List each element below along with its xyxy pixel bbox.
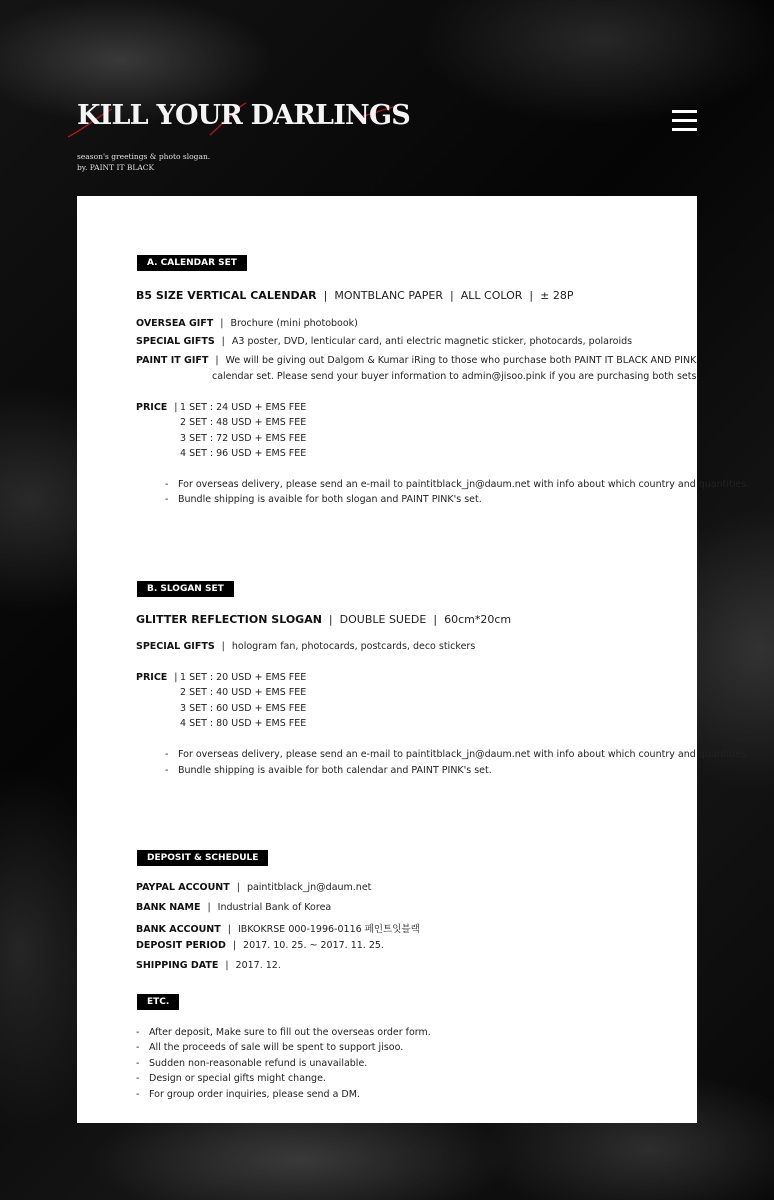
paint-gift-label: PAINT IT GIFT — [136, 355, 209, 366]
deposit-period-value: 2017. 10. 25. ~ 2017. 11. 25. — [243, 940, 384, 951]
paypal-row: PAYPAL ACCOUNT | paintitblack_jn@daum.net — [136, 882, 372, 893]
etc-item-3: - Sudden non-reasonable refund is unavailable. — [136, 1058, 368, 1069]
slogan-note-2-text: Bundle shipping is avaible for both calendar and PAINT PINK's set. — [178, 765, 492, 776]
slogan-note-1: - For overseas delivery, please send an e-mail to paintitblack_jn@daum.net with info about which country and quantities. — [165, 749, 750, 760]
calendar-price-label: PRICE — [136, 402, 168, 413]
calendar-note-2-text: Bundle shipping is avaible for both slogan and PAINT PINK's set. — [178, 494, 482, 505]
calendar-price-row: PRICE | — [136, 402, 178, 413]
calendar-spec-color: ALL COLOR — [460, 289, 523, 302]
calendar-price-1: 1 SET : 24 USD + EMS FEE — [180, 402, 307, 413]
slogan-title: GLITTER REFLECTION SLOGAN — [136, 613, 322, 626]
oversea-gift-row: OVERSEA GIFT | Brochure (mini photobook) — [136, 318, 358, 329]
oversea-gift-value: Brochure (mini photobook) — [230, 318, 358, 329]
calendar-price-3: 3 SET : 72 USD + EMS FEE — [180, 433, 307, 444]
slogan-note-2: - Bundle shipping is avaible for both calendar and PAINT PINK's set. — [165, 765, 492, 776]
bank-account-label: BANK ACCOUNT — [136, 924, 221, 935]
paint-gift-line-2: calendar set. Please send your buyer information to admin@jisoo.pink if you are purchasing both sets. — [212, 371, 700, 382]
calendar-title-row: B5 SIZE VERTICAL CALENDAR | MONTBLANC PAPER | ALL COLOR | ± 28P — [136, 289, 574, 302]
slogan-note-1-text: For overseas delivery, please send an e-mail to paintitblack_jn@daum.net with info about which country and quantities. — [178, 749, 750, 760]
oversea-gift-label: OVERSEA GIFT — [136, 318, 214, 329]
bank-name-label: BANK NAME — [136, 902, 201, 913]
calendar-special-gifts-value: A3 poster, DVD, lenticular card, anti electric magnetic sticker, photocards, polaroids — [231, 336, 633, 347]
calendar-price-4: 4 SET : 96 USD + EMS FEE — [180, 448, 307, 459]
etc-item-3-text: Sudden non-reasonable refund is unavailable. — [149, 1058, 368, 1069]
etc-item-1-text: After deposit, Make sure to fill out the overseas order form. — [149, 1027, 431, 1038]
paypal-label: PAYPAL ACCOUNT — [136, 882, 230, 893]
bank-name-value: Industrial Bank of Korea — [217, 902, 332, 913]
etc-item-2: - All the proceeds of sale will be spent to support jisoo. — [136, 1042, 404, 1053]
calendar-note-1: - For overseas delivery, please send an e-mail to paintitblack_jn@daum.net with info about which country and quantities. — [165, 479, 750, 490]
slogan-spec-material: DOUBLE SUEDE — [339, 613, 427, 626]
deposit-period-row: DEPOSIT PERIOD | 2017. 10. 25. ~ 2017. 11. 25. — [136, 940, 384, 951]
slogan-special-gifts-label: SPECIAL GIFTS — [136, 641, 215, 652]
etc-item-1: - After deposit, Make sure to fill out the overseas order form. — [136, 1027, 431, 1038]
calendar-spec-paper: MONTBLANC PAPER — [334, 289, 444, 302]
etc-item-4: - Design or special gifts might change. — [136, 1073, 326, 1084]
bank-name-row: BANK NAME | Industrial Bank of Korea — [136, 902, 332, 913]
slogan-spec-size: 60cm*20cm — [444, 613, 512, 626]
tagline-line-1: season's greetings & photo slogan. — [77, 152, 211, 161]
slogan-price-label: PRICE — [136, 672, 168, 683]
deposit-section-label: DEPOSIT & SCHEDULE — [137, 850, 268, 866]
shipping-date-label: SHIPPING DATE — [136, 960, 219, 971]
slogan-price-1: 1 SET : 20 USD + EMS FEE — [180, 672, 307, 683]
slogan-special-gifts-row: SPECIAL GIFTS | hologram fan, photocards, postcards, deco stickers — [136, 641, 476, 652]
bank-account-value: IBKOKRSE 000-1996-0116 페인트잇블랙 — [237, 924, 420, 935]
paypal-value: paintitblack_jn@daum.net — [246, 882, 372, 893]
shipping-date-value: 2017. 12. — [235, 960, 281, 971]
header — [0, 0, 774, 196]
site-logo[interactable]: KILL YOUR DARLINGS — [77, 100, 410, 131]
calendar-title: B5 SIZE VERTICAL CALENDAR — [136, 289, 317, 302]
slogan-price-3: 3 SET : 60 USD + EMS FEE — [180, 703, 307, 714]
slogan-price-2: 2 SET : 40 USD + EMS FEE — [180, 687, 307, 698]
etc-item-2-text: All the proceeds of sale will be spent to support jisoo. — [149, 1042, 404, 1053]
hamburger-icon[interactable] — [672, 110, 698, 132]
slogan-title-row: GLITTER REFLECTION SLOGAN | DOUBLE SUEDE | 60cm*20cm — [136, 613, 512, 626]
etc-item-4-text: Design or special gifts might change. — [149, 1073, 326, 1084]
calendar-special-gifts-label: SPECIAL GIFTS — [136, 336, 215, 347]
calendar-special-gifts-row: SPECIAL GIFTS | A3 poster, DVD, lenticular card, anti electric magnetic sticker, photocards, polaroids — [136, 336, 633, 347]
slogan-special-gifts-value: hologram fan, photocards, postcards, deco stickers — [231, 641, 476, 652]
calendar-note-2: - Bundle shipping is avaible for both slogan and PAINT PINK's set. — [165, 494, 482, 505]
slogan-section-label: B. SLOGAN SET — [137, 581, 234, 597]
slogan-price-row: PRICE | — [136, 672, 178, 683]
calendar-note-1-text: For overseas delivery, please send an e-mail to paintitblack_jn@daum.net with info about which country and quantities. — [178, 479, 750, 490]
deposit-period-label: DEPOSIT PERIOD — [136, 940, 226, 951]
etc-item-5-text: For group order inquiries, please send a DM. — [149, 1089, 360, 1100]
calendar-price-2: 2 SET : 48 USD + EMS FEE — [180, 417, 307, 428]
paint-gift-line-1: We will be giving out Dalgom & Kumar iRing to those who purchase both PAINT IT BLACK AND PINK — [225, 355, 697, 366]
content-panel — [77, 196, 750, 1123]
paint-gift-row: PAINT IT GIFT | We will be giving out Dalgom & Kumar iRing to those who purchase both PAINT IT BLACK AND PINK — [136, 355, 697, 366]
etc-item-5: - For group order inquiries, please send a DM. — [136, 1089, 360, 1100]
etc-section-label: ETC. — [137, 994, 179, 1010]
calendar-section-label: A. CALENDAR SET — [137, 255, 247, 271]
slogan-price-4: 4 SET : 80 USD + EMS FEE — [180, 718, 307, 729]
bank-account-row: BANK ACCOUNT | IBKOKRSE 000-1996-0116 페인트잇블랙 — [136, 924, 420, 935]
tagline-line-2: by. PAINT IT BLACK — [77, 163, 155, 172]
tagline — [77, 151, 210, 173]
calendar-spec-pages: ± 28P — [540, 289, 574, 302]
shipping-date-row: SHIPPING DATE | 2017. 12. — [136, 960, 281, 971]
